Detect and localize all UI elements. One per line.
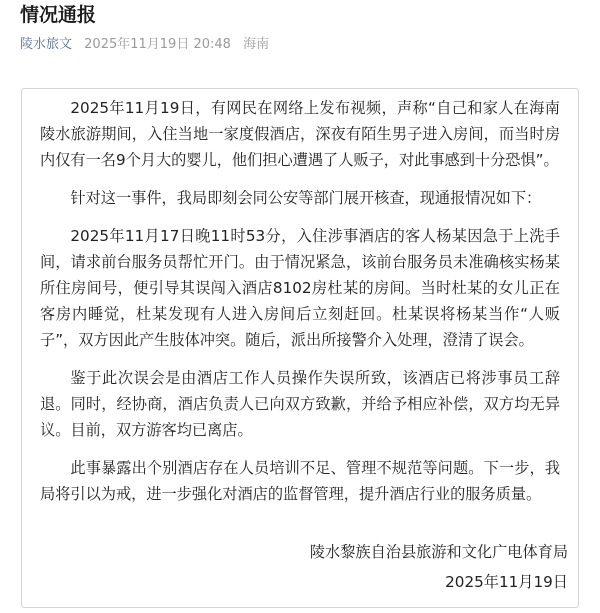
paragraph: 2025年11月17日晚11时53分，入住涉事酒店的客人杨某因急于上洗手间，请求前台服务员帮忙开门。由于情况紧急，该前台服务员未准确核实杨某所住房间号，便引导其误闯入酒店8102房杜某的房间。当时杜某的女儿正在客房内睡觉，杜某发现有人进入房间后立刻赶回。杜某误将杨某当作“人贩子”，双方因此产生肢体冲突。随后，派出所接警介入处理，澄清了误会。: [40, 227, 560, 349]
article-meta: [20, 37, 269, 53]
paragraph: 此事暴露出个别酒店存在人员培训不足、管理不规范等问题。下一步，我局将引以为戒，进一步强化对酒店的监督管理，提升酒店行业的服务质量。: [40, 459, 560, 503]
paragraph: 针对这一事件，我局即刻会同公安等部门展开核查，现通报情况如下：: [70, 189, 542, 207]
paragraph: 2025年11月19日，有网民在网络上发布视频，声称“自己和家人在海南陵水旅游期间，入住当地一家度假酒店，深夜有陌生男子进入房间，而当时房内仅有一名9个月大的婴儿，他们担心遭遇了人贩子，对此事感到十分恐惧”。: [40, 99, 560, 169]
signature-organization: 陵水黎族自治县旅游和文化广电体育局: [309, 543, 568, 561]
publish-date: 2025年11月19日 20:48: [84, 37, 231, 52]
signature-date: 2025年11月19日: [445, 573, 568, 591]
account-name-link[interactable]: 陵水旅文: [20, 37, 73, 52]
paragraph: 鉴于此次误会是由酒店工作人员操作失误所致，该酒店已将涉事员工辞退。同时，经协商，酒店负责人已向双方致歉，并给予相应补偿，双方均无异议。目前，双方游客均已离店。: [40, 369, 560, 439]
notice-body: [40, 95, 560, 519]
publish-region: 海南: [243, 37, 270, 52]
article-title: 情况通报: [20, 4, 97, 26]
